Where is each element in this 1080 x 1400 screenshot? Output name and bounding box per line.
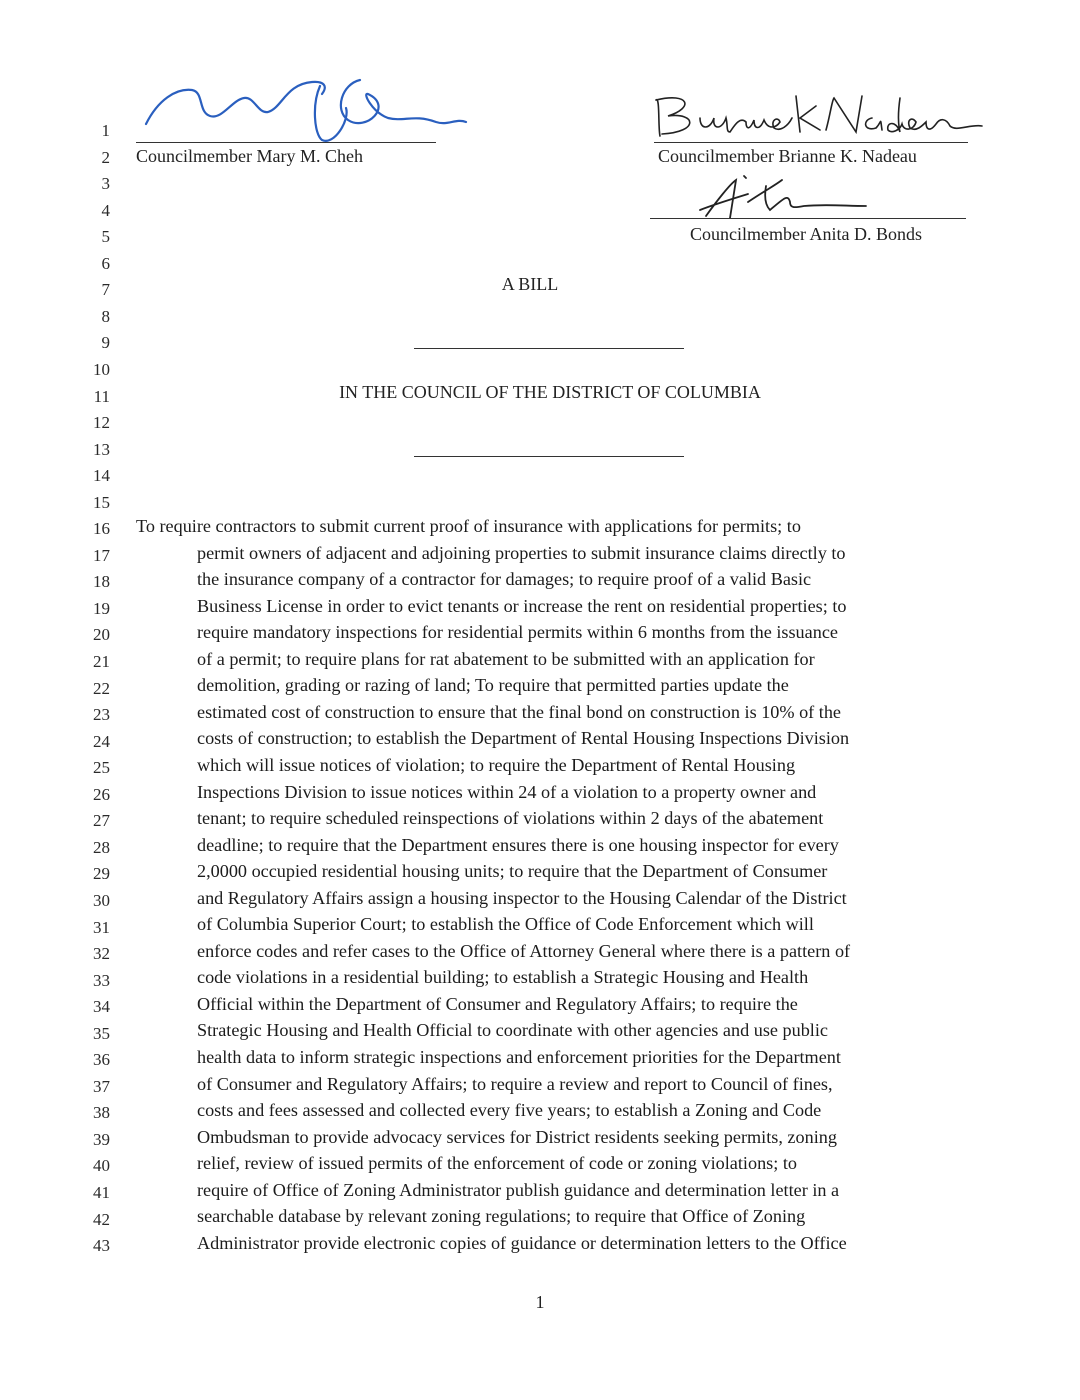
body-line: Official within the Department of Consumer and Regulatory Affairs; to require the <box>197 993 798 1014</box>
line-number: 39 <box>93 1129 110 1149</box>
line-number: 36 <box>93 1050 110 1070</box>
body-line: deadline; to require that the Department ensures there is one housing inspector for every <box>197 834 839 855</box>
council-title: IN THE COUNCIL OF THE DISTRICT OF COLUMBIA <box>339 382 761 402</box>
line-number: 37 <box>93 1076 110 1096</box>
line-number: 25 <box>93 758 110 778</box>
body-line: of Columbia Superior Court; to establish the Office of Code Enforcement which will <box>197 914 814 935</box>
body-line: Strategic Housing and Health Official to coordinate with other agencies and use public <box>197 1020 828 1041</box>
body-line: permit owners of adjacent and adjoining properties to submit insurance claims directly to <box>197 542 846 563</box>
line-number: 15 <box>93 492 110 512</box>
body-line: require of Office of Zoning Administrator publish guidance and determination letter in a <box>197 1179 840 1200</box>
line-number: 21 <box>93 652 110 671</box>
line-number: 14 <box>93 466 110 486</box>
line-number: 31 <box>93 917 110 937</box>
line-number: 22 <box>93 678 110 698</box>
line-number: 8 <box>101 306 110 326</box>
signatory-caption: Councilmember Brianne K. Nadeau <box>658 146 917 166</box>
body-line: the insurance company of a contractor for damages; to require proof of a valid Basic <box>197 569 812 590</box>
line-number: 33 <box>93 970 110 990</box>
line-number: 35 <box>93 1023 110 1043</box>
body-line: of Consumer and Regulatory Affairs; to require a review and report to Council of fines, <box>197 1073 833 1094</box>
line-number: 24 <box>93 731 110 751</box>
line-number: 29 <box>93 864 110 884</box>
line-number: 3 <box>101 174 110 194</box>
body-line: of a permit; to require plans for rat abatement to be submitted with an application for <box>197 648 815 669</box>
body-line: require mandatory inspections for residential permits within 6 months from the issuance <box>197 622 838 643</box>
body-line: costs of construction; to establish the Department of Rental Housing Inspections Division <box>197 728 850 749</box>
line-number: 13 <box>93 439 110 459</box>
line-number: 41 <box>93 1183 110 1202</box>
line-number: 40 <box>93 1156 110 1176</box>
body-line: tenant; to require scheduled reinspections of violations within 2 days of the abatement <box>197 808 824 829</box>
signature-cheh <box>136 60 476 150</box>
line-number: 27 <box>93 811 110 831</box>
line-number: 4 <box>101 200 110 220</box>
body-line: Administrator provide electronic copies of guidance or determination letters to the Office <box>197 1232 847 1253</box>
line-number: 9 <box>101 333 110 353</box>
body-line: which will issue notices of violation; to require the Department of Rental Housing <box>197 754 796 775</box>
line-number: 26 <box>93 784 110 804</box>
line-number: 11 <box>93 386 110 406</box>
line-number: 12 <box>93 413 110 433</box>
line-number: 32 <box>93 944 110 964</box>
body-line: relief, review of issued permits of the enforcement of code or zoning violations; to <box>197 1153 798 1174</box>
body-line: estimated cost of construction to ensure that the final bond on construction is 10% of the <box>197 701 841 722</box>
body-line: 2,0000 occupied residential housing units; to require that the Department of Consumer <box>197 861 828 882</box>
body-line: Inspections Division to issue notices within 24 of a violation to a property owner and <box>197 781 817 802</box>
line-number: 23 <box>93 705 110 725</box>
line-number: 7 <box>101 280 110 300</box>
body-line: searchable database by relevant zoning regulations; to require that Office of Zoning <box>197 1206 806 1227</box>
signature-line <box>650 218 966 219</box>
title-rule-bottom <box>414 456 684 457</box>
title-rule-top <box>414 348 684 349</box>
body-line: Business License in order to evict tenants or increase the rent on residential properties; to <box>197 595 847 616</box>
signature-nadeau <box>650 86 990 146</box>
line-number: 43 <box>93 1236 110 1256</box>
body-line: health data to inform strategic inspections and enforcement priorities for the Department <box>197 1047 841 1067</box>
signature-bonds <box>686 172 886 222</box>
line-number: 19 <box>93 598 110 618</box>
line-number: 30 <box>93 890 110 910</box>
signature-line <box>654 142 968 143</box>
line-number: 16 <box>93 519 110 539</box>
signatory-caption: Councilmember Mary M. Cheh <box>136 146 363 166</box>
line-number: 17 <box>93 545 110 565</box>
body-line: and Regulatory Affairs assign a housing inspector to the Housing Calendar of the District <box>197 887 847 908</box>
signature-line <box>136 142 436 143</box>
signatory-caption: Councilmember Anita D. Bonds <box>690 224 922 244</box>
body-line: To require contractors to submit current proof of insurance with applications for permits; to <box>136 516 801 536</box>
body-line: enforce codes and refer cases to the Office of Attorney General where there is a pattern of <box>197 940 851 961</box>
body-line: code violations in a residential building; to establish a Strategic Housing and Health <box>197 967 809 988</box>
line-number: 20 <box>93 625 110 645</box>
bill-heading: A BILL <box>501 274 559 294</box>
line-number: 2 <box>101 147 110 167</box>
line-number: 28 <box>93 837 110 857</box>
line-number: 18 <box>93 572 110 592</box>
line-number: 38 <box>93 1103 110 1123</box>
page-number: 1 <box>535 1292 545 1312</box>
body-line: Ombudsman to provide advocacy services for District residents seeking permits, zoning <box>197 1126 837 1147</box>
line-number: 42 <box>93 1209 110 1229</box>
line-number: 10 <box>93 359 110 379</box>
line-number: 6 <box>101 253 110 273</box>
body-line: costs and fees assessed and collected every five years; to establish a Zoning and Code <box>197 1100 822 1121</box>
line-number: 34 <box>93 997 110 1017</box>
line-number: 5 <box>101 227 110 247</box>
line-number: 1 <box>101 121 110 140</box>
body-line: demolition, grading or razing of land; To require that permitted parties update the <box>197 675 789 696</box>
